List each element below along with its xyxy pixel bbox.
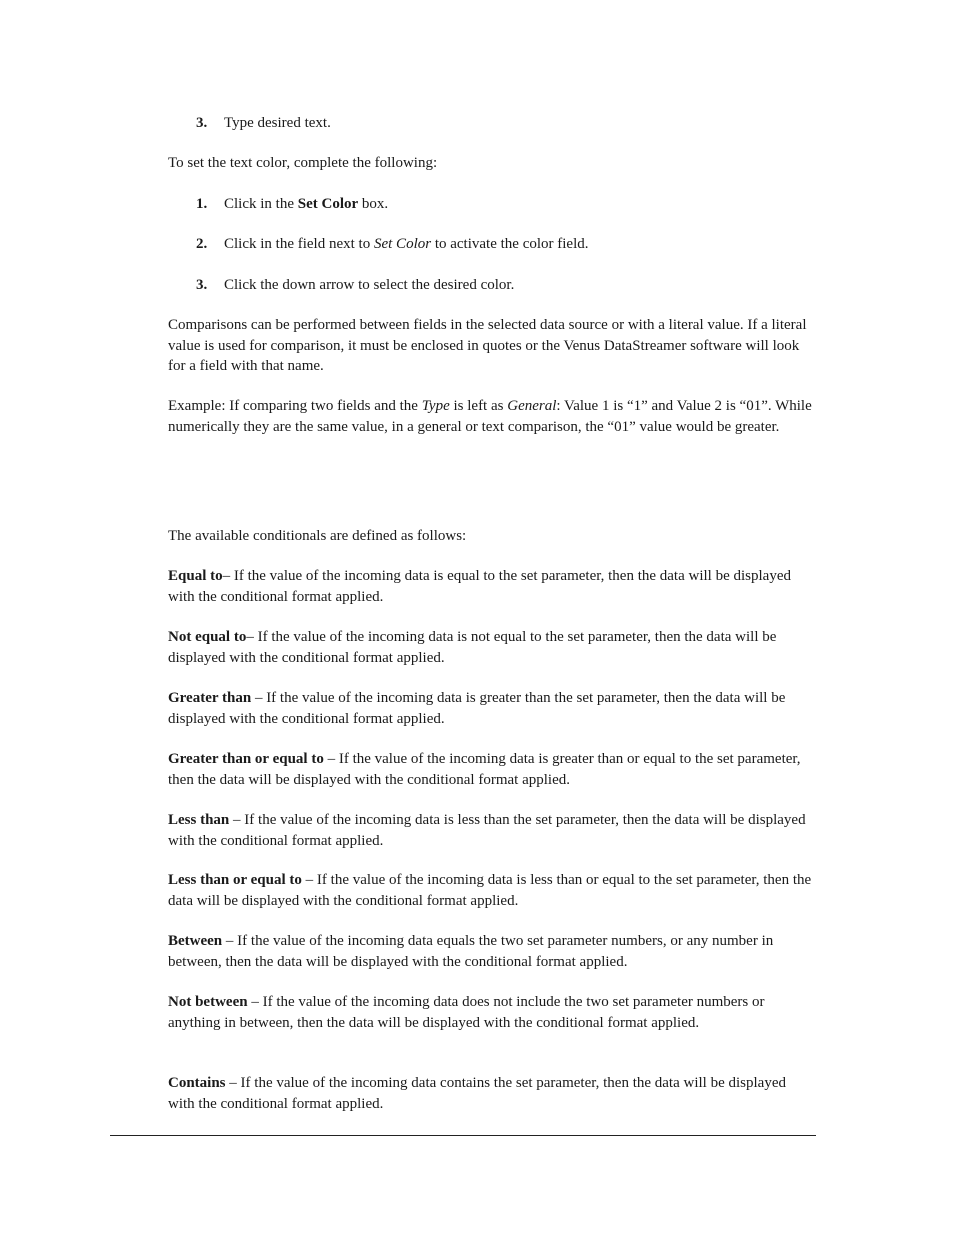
conditional-equal-to: [168, 566, 816, 607]
comparisons-paragraph: Comparisons can be performed between fields in the selected data source or with a literal value. If a literal value is used for comparison, it must be enclosed in quotes or the Venus DataStreamer software will look for a field with that name.: [168, 317, 807, 374]
step-number: 2.: [196, 236, 208, 252]
step-type-desired-text: [196, 113, 816, 133]
conditional-term: Not equal to: [168, 629, 247, 645]
conditional-not-equal-to: [168, 627, 816, 668]
conditional-greater-than-or-equal-to: [168, 749, 816, 790]
step-text-emphasis: Set Color: [373, 236, 432, 252]
step-number: 3.: [196, 115, 208, 131]
conditional-term: Greater than or equal to: [168, 751, 324, 767]
conditional-term: Less than: [168, 812, 230, 828]
color-intro: To set the text color, complete the following:: [168, 155, 438, 171]
step-number: 1.: [196, 196, 208, 212]
conditional-definition: – If the value of the incoming data is greater than or equal to the set parameter, then the data will be displayed with the conditional format applied.: [168, 751, 801, 788]
example-general-word: General: [507, 398, 557, 414]
conditional-definition: – If the value of the incoming data is not equal to the set parameter, then the data will be displayed with the conditional format applied.: [168, 629, 777, 666]
step-text: Type desired text.: [224, 115, 331, 131]
conditional-term: Greater than: [168, 690, 252, 706]
conditional-definition: – If the value of the incoming data is equal to the set parameter, then the data will be displayed with the conditional format applied.: [168, 568, 791, 605]
conditional-not-between: [168, 992, 816, 1033]
example-paragraph: [168, 396, 816, 437]
conditional-term: Not between: [168, 994, 248, 1010]
step-text-emphasis: Set Color: [297, 196, 359, 212]
conditional-between: [168, 931, 816, 972]
color-step-1: [196, 194, 816, 214]
conditional-less-than-or-equal-to: [168, 870, 816, 911]
example-type-word: Type: [421, 398, 450, 414]
conditional-definition: – If the value of the incoming data is less than or equal to the set parameter, then the data will be displayed with the conditional format applied.: [168, 872, 812, 909]
step-text-pre: Click the down arrow to select the desired color.: [224, 277, 515, 293]
conditional-term: Less than or equal to: [168, 872, 302, 888]
conditional-term: Contains: [168, 1075, 226, 1091]
conditional-definition: – If the value of the incoming data contains the set parameter, then the data will be displayed with the conditional format applied.: [168, 1075, 786, 1112]
step-text-pre: Click in the: [224, 196, 298, 212]
conditional-definition: – If the value of the incoming data is greater than the set parameter, then the data will be displayed with the conditional format applied.: [168, 690, 786, 727]
footer-divider: [110, 1135, 816, 1136]
conditionals-intro: The available conditionals are defined as follows:: [168, 528, 467, 544]
conditional-contains: [168, 1073, 816, 1114]
conditional-greater-than: [168, 688, 816, 729]
conditional-definition: – If the value of the incoming data equals the two set parameter numbers, or any number in between, then the data will be displayed with the conditional format applied.: [168, 933, 774, 970]
step-text-post: box.: [358, 196, 389, 212]
conditional-definition: – If the value of the incoming data does not include the two set parameter numbers or anything in between, then the data will be displayed with the conditional format applied.: [168, 994, 765, 1031]
conditional-term: Equal to: [168, 568, 223, 584]
color-step-2: [196, 234, 816, 254]
example-part-2: is left as: [449, 398, 508, 414]
conditional-term: Between: [168, 933, 223, 949]
conditional-less-than: [168, 810, 816, 851]
conditional-definition: – If the value of the incoming data is less than the set parameter, then the data will be displayed with the conditional format applied.: [168, 812, 806, 849]
color-step-3: [196, 275, 816, 295]
step-text-pre: Click in the field next to: [224, 236, 374, 252]
step-number: 3.: [196, 277, 208, 293]
example-part-1: Example: If comparing two fields and the: [168, 398, 422, 414]
step-text-post: to activate the color field.: [431, 236, 589, 252]
example-part-3: : Value 1 is “1” and Value 2 is “01”. While numerically they are the same value, in a general or text comparison, the “01” value would be greater.: [168, 398, 812, 435]
